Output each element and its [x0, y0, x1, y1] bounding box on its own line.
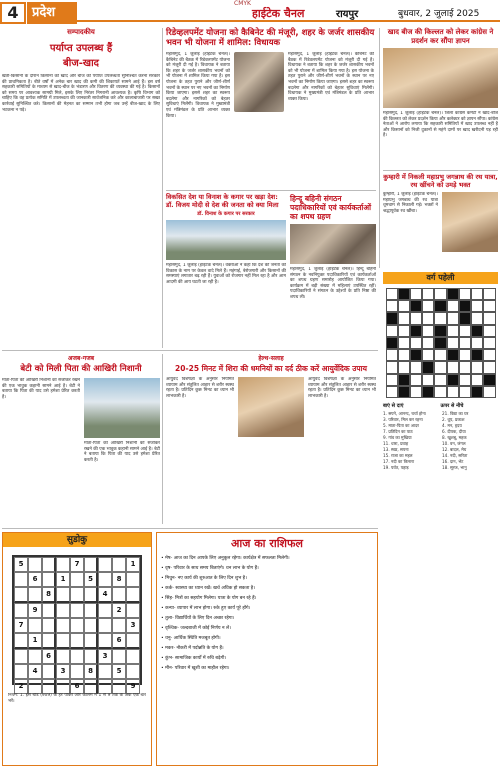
crossword-cell: [422, 312, 434, 324]
sudoku-cell: [56, 649, 70, 664]
protest-photo: [383, 48, 498, 108]
bottom-left-body: माता-पिता की आखिरी निशानी को संजोकर रखने की एक भावुक कहानी सामने आई है। बेटी ने बताया कि पिता की याद उसे हमेशा प्रेरित करती है।: [2, 378, 80, 400]
sudoku-cell: [98, 664, 112, 679]
sudoku-cell: [14, 603, 28, 618]
crossword-cell: [422, 349, 434, 361]
crossword-cell: [471, 312, 483, 324]
crossword-cell: [483, 337, 495, 349]
sudoku-cell: [28, 618, 42, 633]
crossword-cell: [447, 337, 459, 349]
crossword-cell: [410, 374, 422, 386]
sudoku-cell: [70, 587, 84, 603]
crossword-cell: [447, 300, 459, 312]
crossword-block: [471, 349, 483, 361]
mid-left-headline: विकसित देश या विनाश के कगार पर खड़ा देश: डॉ. विजय मोदी से देश की जनता को क्या मिला: [166, 193, 279, 209]
crossword-cell: [410, 312, 422, 324]
crossword-clue: 21. विद्या का घर: [442, 411, 469, 416]
crossword-clue: 10. वन, जंगल: [442, 441, 466, 446]
mid-left-body: महासमुंद, 1 जुलाई (हाईटेक चैनल)। वक्ताओं ने कहा कि देश की जनता को विकास के नाम पर केवल वादे मिले हैं। महंगाई, बेरोजगारी और किसानों की समस्याएं लगातार बढ़ रही हैं। युवाओं को रोजगार नहीं मिल रहा है और आम आदमी की आय घटती जा रही है।: [166, 263, 286, 285]
crossword-block: [434, 300, 446, 312]
rath-yatra-photo: [442, 192, 498, 252]
crossword-cell: [410, 386, 422, 398]
sudoku-cell: [98, 557, 112, 572]
sudoku-cell: [28, 679, 42, 694]
sudoku-cell: [14, 572, 28, 587]
rashifal-item: • वृश्चिक- जल्दबाजी में कोई निर्णय न लें।: [161, 626, 231, 631]
crossword-grid: [386, 288, 496, 398]
crossword-cell: [398, 300, 410, 312]
crossword-clue: 12. बादल, मेघ: [442, 447, 467, 452]
crossword-clue: 2. धूप, प्रकाश: [442, 417, 465, 422]
bottom-mid-body: आयुर्वेद विशेषज्ञों के अनुसार नियमित व्यायाम और संतुलित आहार से शरीर स्वस्थ रहता है। प्रतिदिन कुछ मिनट का ध्यान भी लाभकारी है।: [166, 377, 234, 399]
bottom-left-kicker: अजब-गजब: [67, 355, 95, 362]
mid-left-story: [166, 194, 286, 346]
crossword-cell: [483, 312, 495, 324]
rashifal-item: • धनु- आर्थिक स्थिति मजबूत होगी।: [161, 636, 221, 641]
bottom-mid-story: [166, 354, 376, 524]
print-mark: CMYK: [234, 0, 251, 7]
sudoku-cell: [70, 618, 84, 633]
crossword-cell: [459, 288, 471, 300]
sudoku-cell: [42, 603, 56, 618]
crossword-block: [459, 300, 471, 312]
city: रायपुर: [336, 9, 359, 20]
crossword-block: [422, 361, 434, 373]
sudoku-cell: [126, 649, 140, 664]
sudoku-cell: [56, 557, 70, 572]
sudoku-cell: [84, 679, 98, 694]
sudoku-cell: [14, 587, 28, 603]
sudoku-cell: [42, 618, 56, 633]
sudoku-cell: [84, 587, 98, 603]
rashifal-item: • कन्या- व्यापार में लाभ होगा। रुके हुए कार्य पूरे होंगे।: [161, 606, 251, 611]
crossword-clue: 8. खुशबू, महक: [442, 435, 467, 440]
bottom-mid-headline: 20-25 मिनट में शिरा की धमनियों का दर्द ठीक करें आयुर्वेदिक उपाय: [175, 364, 367, 373]
sudoku-cell: 6: [28, 572, 42, 587]
right-small-story: [383, 174, 498, 269]
crossword-block: [447, 349, 459, 361]
right-small-body: कुम्हारी, 1 जुलाई (हाईटेक चैनल)। महाप्रभु जगन्नाथ की रथ यात्रा धूमधाम से निकाली गई। भक्तों ने श्रद्धापूर्वक रथ खींचा।: [383, 192, 438, 214]
lead-body-2: महासमुंद, 1 जुलाई (हाईटेक चैनल)। कैबिनेट की बैठक में रिडेवलपमेंट योजना को मंजूरी दी गई है। विधायक ने बताया कि शहर के जर्जर शासकीय भवनों को भी योजना में शामिल किया गया है। इस योजना के तहत पुराने और जीर्ण-शीर्ण भवनों के स्थान पर नए भवनों का निर्माण किया जाएगा। इससे शहर का स्वरूप बदलेगा और नागरिकों को बेहतर सुविधाएं मिलेंगी। विधायक ने मुख्यमंत्री एवं मंत्रिमंडल के प्रति आभार व्यक्त किया।: [288, 52, 374, 102]
divider: [2, 350, 378, 351]
right-small-headline: कुम्हारी में निकली महाप्रभु जगन्नाथ की रथ यात्रा, रथ खींचने को उमड़े भक्त: [383, 173, 498, 189]
sudoku-cell: [112, 679, 126, 694]
sudoku-cell: [70, 649, 84, 664]
crossword-clue: 1. सपने, आनन्द, चर्चा होना: [383, 411, 426, 416]
sudoku-cell: [56, 679, 70, 694]
crossword-block: [447, 374, 459, 386]
divider: [379, 28, 380, 268]
crossword-block: [483, 374, 495, 386]
sudoku-cell: [112, 649, 126, 664]
crossword-block: [422, 386, 434, 398]
crossword-block: [410, 349, 422, 361]
crossword-block: [410, 325, 422, 337]
crossword-cell: [447, 312, 459, 324]
sudoku-cell: 5: [112, 664, 126, 679]
sudoku-cell: 1: [28, 633, 42, 649]
crossword-cell: [447, 386, 459, 398]
sudoku-cell: [98, 618, 112, 633]
sudoku-cell: [126, 633, 140, 649]
sudoku-cell: [126, 572, 140, 587]
crossword-clue: 3. परिवार, मिल कर रहना: [383, 417, 423, 422]
bottom-left-body-2: माता-पिता की आखिरी निशानी को संजोकर रखने की एक भावुक कहानी सामने आई है। बेटी ने बताया कि पिता की याद उसे हमेशा प्रेरित करती है।: [84, 441, 160, 463]
crossword-clue: 18. सूरज, भानु: [442, 465, 467, 470]
crossword: [383, 272, 498, 766]
lead-story: [166, 28, 376, 188]
crossword-cell: [471, 374, 483, 386]
crossword-cell: [410, 361, 422, 373]
divider: [166, 190, 376, 191]
oath-photo: [290, 224, 376, 264]
crossword-block: [447, 288, 459, 300]
sudoku-cell: [42, 664, 56, 679]
sudoku-note: नियम: 1. इस बोर्ड (9x9) के हर पंक्ति और कॉलम में 1 से 9 तक के अंक एक बार भरें।: [8, 693, 146, 704]
sudoku-cell: [28, 649, 42, 664]
sudoku-cell: 8: [42, 587, 56, 603]
crossword-cell: [398, 337, 410, 349]
crossword-cell: [434, 361, 446, 373]
rashifal-item: • वृष- परिवार के साथ समय बिताएंगे। धन लाभ के योग हैं।: [161, 566, 259, 571]
sudoku-cell: 6: [42, 649, 56, 664]
rashifal-item: • मेष- आज का दिन आपके लिए अनुकूल रहेगा। कार्यक्षेत्र में सफलता मिलेगी।: [161, 556, 290, 561]
crossword-cell: [386, 349, 398, 361]
sudoku-cell: [112, 618, 126, 633]
rashifal-list: [161, 555, 373, 672]
crossword-block: [386, 312, 398, 324]
crossword-cell: [434, 386, 446, 398]
sudoku-cell: [84, 649, 98, 664]
crossword-cell: [483, 349, 495, 361]
mid-right-body: महासमुंद, 1 जुलाई (हाईटेक चैनल)। हिन्दू बहिनी संगठन के नवनियुक्त पदाधिकारियों एवं कार्यकर्ताओं का शपथ ग्रहण समारोह आयोजित किया गया। कार्यक्रम में बड़ी संख्या में महिलाएं उपस्थित रहीं। पदाधिकारियों ने संगठन के उद्देश्यों के प्रति निष्ठा की शपथ ली।: [290, 267, 376, 300]
crossword-cell: [447, 325, 459, 337]
divider: [383, 170, 498, 171]
sudoku-cell: [56, 587, 70, 603]
divider: [162, 28, 163, 348]
crossword-cell: [386, 325, 398, 337]
sudoku-cell: [126, 587, 140, 603]
rashifal-item: • कुंभ- सामाजिक कार्यों में रुचि बढ़ेगी।: [161, 656, 227, 661]
sudoku-cell: 3: [126, 618, 140, 633]
rashifal-item: • मीन- परिवार में खुशी का माहौल रहेगा।: [161, 666, 230, 671]
crossword-block: [471, 325, 483, 337]
crossword-cell: [483, 361, 495, 373]
crossword-block: [459, 312, 471, 324]
rashifal-item: • कर्क- स्वास्थ्य का ध्यान रखें। खर्च अधिक हो सकता है।: [161, 586, 255, 591]
crossword-cell: [422, 300, 434, 312]
sudoku-cell: [14, 633, 28, 649]
crossword-block: [398, 288, 410, 300]
crossword-clue: 11. धारा, प्रवाह: [383, 441, 409, 446]
health-photo: [238, 377, 304, 437]
crossword-clue: 6. दीपक, दीया: [442, 429, 466, 434]
crossword-block: [471, 386, 483, 398]
sudoku-cell: [98, 633, 112, 649]
bottom-left-photo: [84, 378, 160, 438]
sudoku-cell: [56, 603, 70, 618]
mid-right-headline: हिन्दू बहिनी संगठन पदाधिकारियों एवं कार्यकर्ताओं का शपथ ग्रहण: [290, 194, 371, 221]
sudoku-title: सुडोकु: [3, 533, 151, 547]
crossword-cell: [422, 374, 434, 386]
crossword-clue: 7. प्रतिदिन का पाठ: [383, 429, 413, 434]
lead-body: महासमुंद, 1 जुलाई (हाईटेक चैनल)। कैबिनेट की बैठक में रिडेवलपमेंट योजना को मंजूरी दी गई है। विधायक ने बताया कि शहर के जर्जर शासकीय भवनों को भी योजना में शामिल किया गया है। इस योजना के तहत पुराने और जीर्ण-शीर्ण भवनों के स्थान पर नए भवनों का निर्माण किया जाएगा। इससे शहर का स्वरूप बदलेगा और नागरिकों को बेहतर सुविधाएं मिलेंगी। विधायक ने मुख्यमंत्री एवं मंत्रिमंडल के प्रति आभार व्यक्त किया।: [166, 52, 230, 119]
crossword-cell: [422, 337, 434, 349]
crossword-cell: [459, 337, 471, 349]
mid-right-story: [290, 194, 376, 346]
paper-name: हाईटेक चैनल: [252, 7, 305, 20]
sudoku-cell: [98, 603, 112, 618]
sudoku-cell: [56, 618, 70, 633]
crossword-cell: [447, 361, 459, 373]
crossword-cell: [459, 349, 471, 361]
rashifal-item: • मकर- नौकरी में पदोन्नति के योग हैं।: [161, 646, 224, 651]
sudoku-cell: [84, 618, 98, 633]
down-title: ऊपर से नीचे: [440, 403, 464, 409]
lead-headline: रिडेव्हलपमेंट योजना को कैबिनेट की मंजूरी, शहर के जर्जर शासकीय भवन भी योजना में शामिल: विधायक: [166, 28, 375, 48]
right-top-headline: खाद बीज की किल्लत को लेकर कांग्रेस ने प्रदर्शन कर सौंपा ज्ञापन: [387, 28, 494, 45]
rashifal-item: • मिथुन- नए कार्य की शुरुआत के लिए दिन शुभ है।: [161, 576, 247, 581]
divider: [162, 354, 163, 524]
page-number: 4: [0, 2, 26, 24]
sudoku-cell: [70, 603, 84, 618]
sudoku-cell: [126, 603, 140, 618]
sudoku-cell: [98, 679, 112, 694]
sudoku-cell: 2: [14, 679, 28, 694]
crossword-cell: [434, 312, 446, 324]
sudoku: [2, 532, 152, 766]
sudoku-cell: [70, 572, 84, 587]
sudoku-cell: [112, 587, 126, 603]
crossword-cell: [410, 288, 422, 300]
crossword-clue: 15. राजा का महल: [383, 453, 413, 458]
crossword-cell: [459, 386, 471, 398]
portrait-photo: [234, 52, 284, 112]
crossword-clues: [383, 411, 498, 471]
crossword-cell: [386, 288, 398, 300]
crossword-cell: [459, 361, 471, 373]
crossword-cell: [459, 374, 471, 386]
crossword-block: [410, 300, 422, 312]
sudoku-cell: [42, 572, 56, 587]
sudoku-cell: 2: [112, 603, 126, 618]
sudoku-cell: [126, 664, 140, 679]
sudoku-cell: 9: [28, 603, 42, 618]
crossword-title: वर्ग पहेली: [383, 272, 498, 284]
crossword-block: [386, 337, 398, 349]
crossword-cell: [471, 288, 483, 300]
sudoku-cell: 9: [126, 679, 140, 694]
sudoku-cell: [84, 603, 98, 618]
sudoku-cell: [112, 557, 126, 572]
sudoku-cell: [28, 557, 42, 572]
sudoku-cell: [42, 679, 56, 694]
divider: [2, 528, 378, 529]
crossword-cell: [483, 288, 495, 300]
crossword-cell: [398, 325, 410, 337]
crossword-block: [398, 386, 410, 398]
crossword-cell: [410, 337, 422, 349]
sudoku-cell: [42, 557, 56, 572]
sudoku-cell: [84, 557, 98, 572]
rashifal-item: • तुला- विद्यार्थियों के लिए दिन अच्छा रहेगा।: [161, 616, 235, 621]
crossword-cell: [471, 337, 483, 349]
bottom-left-story: [2, 354, 160, 524]
sudoku-cell: 4: [98, 587, 112, 603]
sudoku-cell: 3: [98, 649, 112, 664]
editorial-headline-1: पर्याप्त उपलब्ध हैं: [49, 43, 113, 54]
crossword-cell: [434, 349, 446, 361]
sudoku-cell: 8: [84, 664, 98, 679]
sudoku-cell: 7: [70, 557, 84, 572]
right-top-body: महासमुंद, 1 जुलाई (हाईटेक चैनल)। जिला कांग्रेस कमेटी ने खाद-बीज की किल्लत को लेकर प्रदर्शन किया और कलेक्टर को ज्ञापन सौंपा। कांग्रेस नेताओं ने आरोप लगाया कि सहकारी समितियों में खाद उपलब्ध नहीं है और किसानों को निजी दुकानों से महंगे दामों पर खाद खरीदनी पड़ रही है।: [383, 111, 498, 139]
crossword-cell: [398, 361, 410, 373]
crossword-cell: [398, 312, 410, 324]
sudoku-cell: 4: [28, 664, 42, 679]
crossword-cell: [434, 288, 446, 300]
crossword-cell: [386, 300, 398, 312]
crossword-cell: [386, 374, 398, 386]
crossword-cell: [422, 325, 434, 337]
crossword-cell: [471, 300, 483, 312]
sudoku-cell: 5: [84, 572, 98, 587]
crossword-cell: [459, 325, 471, 337]
sudoku-cell: [56, 633, 70, 649]
crossword-cell: [386, 361, 398, 373]
bottom-left-headline: बेटी को मिली पिता की आखिरी निशानी: [20, 364, 142, 374]
crossword-cell: [483, 300, 495, 312]
crossword-clue: 14. नदी, सरिता: [442, 453, 468, 458]
crossword-block: [434, 337, 446, 349]
meeting-photo: [166, 220, 286, 260]
crossword-cell: [386, 386, 398, 398]
crossword-clue: 4. मन, हृदय: [442, 423, 462, 428]
crossword-clue: 9. गांव का मुखिया: [383, 435, 412, 440]
bottom-mid-kicker: हेल्थ-सलाह: [258, 355, 284, 362]
rashifal-title: आज का राशिफल: [231, 537, 303, 550]
editorial-headline-2: बीज-खाद: [63, 58, 99, 69]
right-top-story: [383, 28, 498, 168]
crossword-cell: [471, 361, 483, 373]
crossword-cell: [434, 374, 446, 386]
rashifal: [156, 532, 378, 766]
sudoku-cell: 1: [56, 572, 70, 587]
editorial-kicker: सम्पादकीय: [67, 28, 95, 36]
crossword-cell: [483, 325, 495, 337]
sudoku-cell: [14, 649, 28, 664]
sudoku-cell: [14, 664, 28, 679]
sudoku-cell: 8: [112, 572, 126, 587]
crossword-cell: [422, 288, 434, 300]
sudoku-grid: [12, 555, 142, 690]
crossword-clue: 16. दान, भेंट: [442, 459, 464, 464]
crossword-clue: 13. स्वप्न, सपना: [383, 447, 409, 452]
mid-left-kicker: डॉ. विनाश के कगार पर सरकार: [197, 211, 255, 217]
crossword-block: [398, 374, 410, 386]
crossword-cell: [398, 349, 410, 361]
sudoku-cell: 6: [70, 679, 84, 694]
crossword-clue: 17. नदी का किनारा: [383, 459, 415, 464]
bottom-mid-body-2: आयुर्वेद विशेषज्ञों के अनुसार नियमित व्यायाम और संतुलित आहार से शरीर स्वस्थ रहता है। प्रतिदिन कुछ मिनट का ध्यान भी लाभकारी है।: [308, 377, 376, 399]
sudoku-cell: [70, 633, 84, 649]
sudoku-cell: [84, 633, 98, 649]
editorial-body: खेती-किसानी के दौरान किसानों को खाद और बीज की पर्याप्त उपलब्धता सुनिश्चित करना सरकार की प्राथमिकता है। बीते वर्षों में अनेक बार खाद की कमी की शिकायतें सामने आई हैं। इस वर्ष सहकारी समितियों के माध्यम से खाद-बीज के भंडारण और वितरण की व्यवस्था की गई है। किसानों को समय पर आवश्यक सामग्री मिले, इसके लिए निरंतर निगरानी आवश्यक है। कृषि विभाग को चाहिए कि वह प्रत्येक समिति में उपलब्धता की जानकारी सार्वजनिक करे और कालाबाजारी पर सख्त कार्रवाई सुनिश्चित करे। किसानों की मेहनत का सम्मान तभी होगा जब उन्हें बीज-खाद के लिए भटकना न पड़े।: [2, 74, 160, 113]
crossword-cell: [483, 386, 495, 398]
sudoku-cell: [70, 664, 84, 679]
rashifal-item: • सिंह- मित्रों का सहयोग मिलेगा। यात्रा के योग बन रहे हैं।: [161, 596, 257, 601]
sudoku-cell: [28, 587, 42, 603]
section-label: प्रदेश: [27, 2, 77, 24]
sudoku-cell: [98, 572, 112, 587]
sudoku-cell: 3: [56, 664, 70, 679]
sudoku-cell: 7: [14, 618, 28, 633]
crossword-clue: 19. पर्वत, पहाड़: [383, 465, 409, 470]
sudoku-cell: 5: [14, 557, 28, 572]
across-title: बाएं से दाएं: [383, 403, 404, 409]
sudoku-cell: [42, 633, 56, 649]
sudoku-cell: 6: [112, 633, 126, 649]
crossword-block: [434, 325, 446, 337]
date: बुधवार, 2 जुलाई 2025: [398, 9, 480, 19]
crossword-clue: 5. माता-पिता का आदर: [383, 423, 420, 428]
editorial: [2, 28, 160, 348]
sudoku-cell: 1: [126, 557, 140, 572]
